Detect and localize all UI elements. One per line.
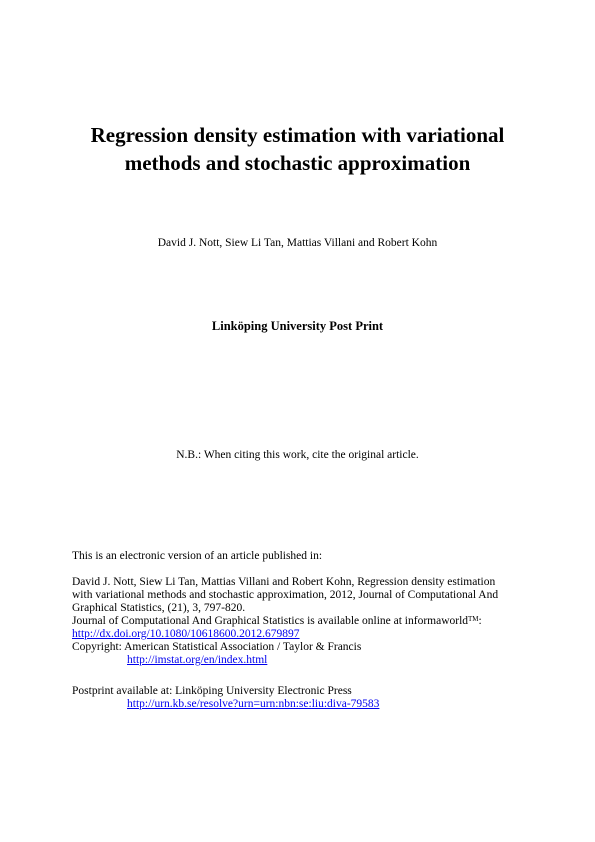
post-print-heading: Linköping University Post Print bbox=[211, 319, 384, 333]
citation-block bbox=[72, 576, 542, 667]
journal-line bbox=[72, 615, 542, 628]
postprint-line: Postprint available at: Linköping University Electronic Press bbox=[72, 685, 352, 697]
copyright-link-line bbox=[72, 654, 542, 667]
document-title bbox=[40, 121, 555, 177]
citation-note: N.B.: When citing this work, cite the original article. bbox=[176, 449, 419, 461]
title-line-2: methods and stochastic approximation bbox=[124, 151, 471, 175]
postprint-block bbox=[72, 685, 542, 711]
postprint-link-line bbox=[72, 698, 542, 711]
trademark-mark: TM bbox=[468, 615, 479, 623]
citation-line-1: David J. Nott, Siew Li Tan, Mattias Villani and Robert Kohn, Regression density estimation bbox=[72, 576, 496, 588]
citation-line-2: with variational methods and stochastic approximation, 2012, Journal of Computational And bbox=[72, 589, 499, 601]
published-intro bbox=[72, 550, 542, 563]
copyright-line: Copyright: American Statistical Association / Taylor & Francis bbox=[72, 641, 362, 653]
doi-line bbox=[72, 628, 542, 641]
journal-line-colon: : bbox=[478, 615, 482, 627]
title-line-1: Regression density estimation with variational bbox=[90, 123, 505, 147]
doi-link[interactable]: http://dx.doi.org/10.1080/10618600.2012.679897 bbox=[72, 628, 300, 640]
journal-line-text: Journal of Computational And Graphical Statistics is available online at informaworld bbox=[72, 615, 469, 627]
postprint-link[interactable]: http://urn.kb.se/resolve?urn=urn:nbn:se:liu:diva-79583 bbox=[127, 698, 380, 710]
published-intro-text: This is an electronic version of an article published in: bbox=[72, 550, 323, 562]
author-list: David J. Nott, Siew Li Tan, Mattias Villani and Robert Kohn bbox=[157, 237, 438, 249]
copyright-link[interactable]: http://imstat.org/en/index.html bbox=[127, 654, 268, 666]
citation-line-3: Graphical Statistics, (21), 3, 797-820. bbox=[72, 602, 246, 614]
